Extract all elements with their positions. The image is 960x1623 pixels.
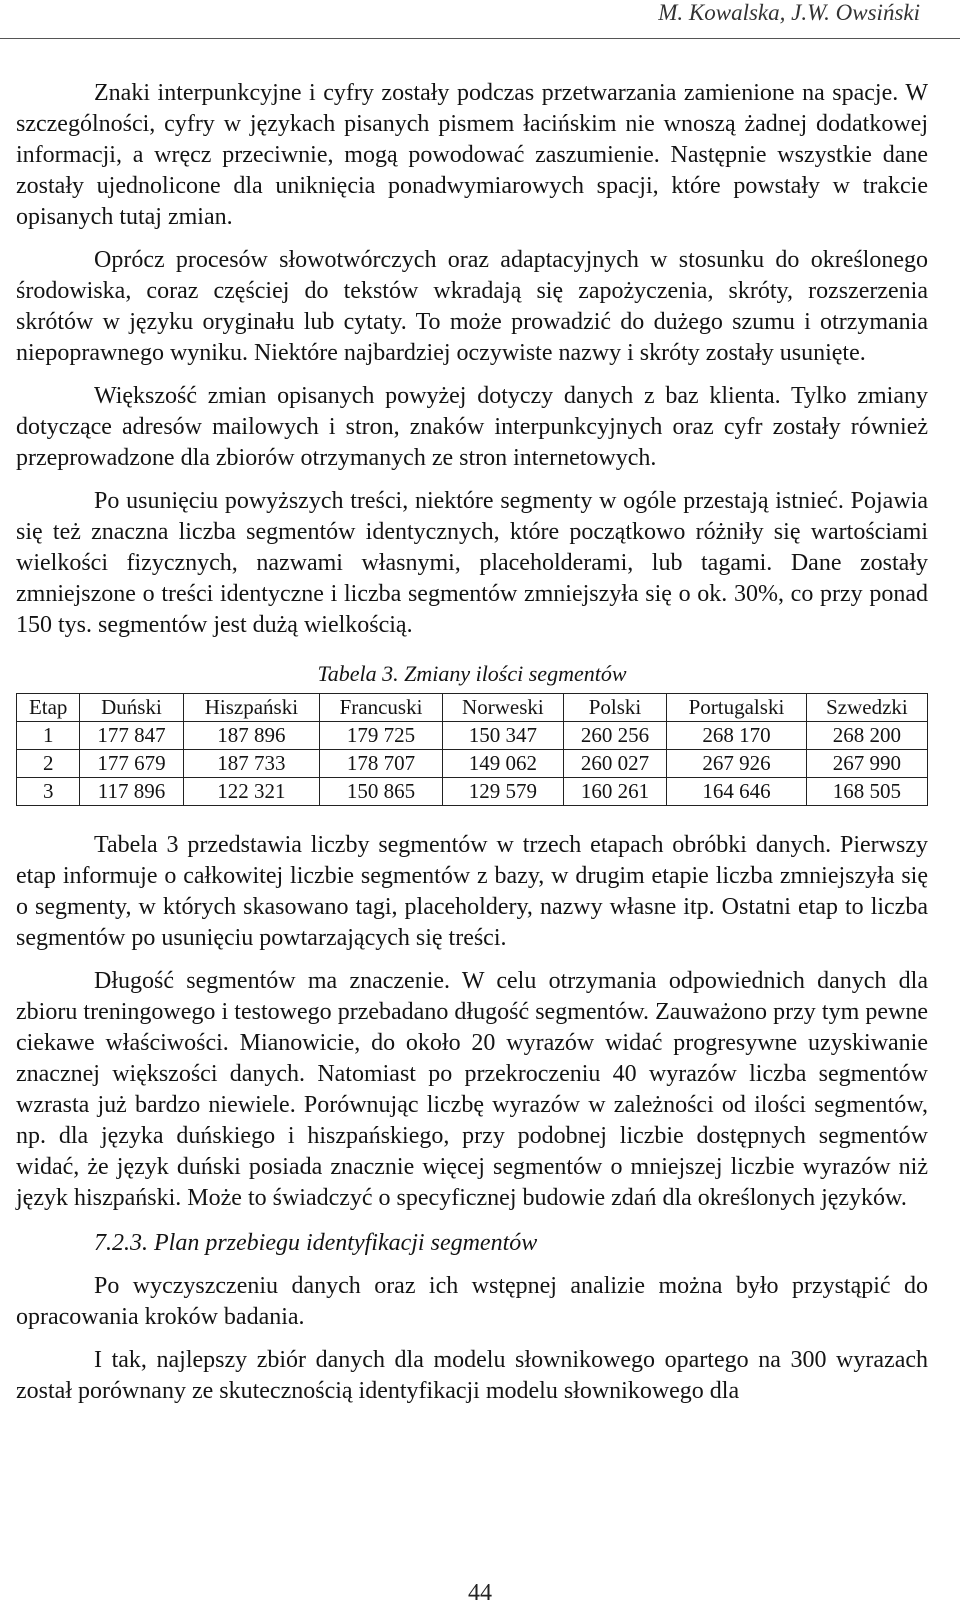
table-cell: 187 733 (183, 750, 320, 778)
body-paragraph: I tak, najlepszy zbiór danych dla modelu słownikowego opartego na 300 wyrazach został porównany ze skutecznością identyfikacji modelu słownikowego dla (16, 1347, 928, 1404)
running-head-authors: M. Kowalska, J.W. Owsiński (658, 0, 920, 25)
table-cell: 122 321 (183, 778, 320, 806)
body-paragraph: Znaki interpunkcyjne i cyfry zostały podczas przetwarzania zamienione na spacje. W szczególności, cyfry w językach pisanych pismem łacińskim nie wnoszą żadnej dodatkowej informacji, a wręcz przeciwnie, mogą powodować zaszumienie. Następnie wszystkie dane zostały ujednolicone dla uniknięcia ponadwymiarowych spacji, które powstały w trakcie opisanych tutaj zmian. (16, 80, 928, 230)
table-header-cell: Polski (563, 694, 666, 722)
table-cell: 117 896 (80, 778, 183, 806)
paragraphs-before-table (16, 78, 928, 641)
section-subheading: 7.2.3. Plan przebiegu identyfikacji segmentów (94, 1230, 538, 1256)
table-cell: 164 646 (667, 778, 807, 806)
table-cell: 260 256 (563, 722, 666, 750)
table-header-row (17, 694, 928, 722)
running-header (0, 0, 960, 39)
body-paragraph: Większość zmian opisanych powyżej dotyczy danych z baz klienta. Tylko zmiany dotyczące adresów mailowych i stron, znaków interpunkcyjnych oraz cyfr zostały również przeprowadzone dla zbiorów otrzymanych ze stron internetowych. (16, 383, 928, 471)
segment-count-table (16, 693, 928, 806)
table-header-cell: Norweski (442, 694, 563, 722)
table-cell: 179 725 (320, 722, 443, 750)
table-cell: 160 261 (563, 778, 666, 806)
table-header-cell: Duński (80, 694, 183, 722)
table-header-cell: Hiszpański (183, 694, 320, 722)
table-cell: 268 200 (806, 722, 927, 750)
table-cell: 149 062 (442, 750, 563, 778)
table-cell: 3 (17, 778, 80, 806)
paragraphs-after-table (16, 830, 928, 1214)
page-number: 44 (468, 1580, 492, 1606)
table-cell: 267 990 (806, 750, 927, 778)
table-row (17, 778, 928, 806)
table-header-cell: Szwedzki (806, 694, 927, 722)
table-cell: 177 679 (80, 750, 183, 778)
table-cell: 150 865 (320, 778, 443, 806)
table-caption: Tabela 3. Zmiany ilości segmentów (317, 661, 627, 686)
table-cell: 168 505 (806, 778, 927, 806)
table-cell: 268 170 (667, 722, 807, 750)
table-row (17, 722, 928, 750)
body-paragraph: Długość segmentów ma znaczenie. W celu otrzymania odpowiednich danych dla zbioru treningowego i testowego przebadano długość segmentów. Zauważono przy tym pewne ciekawe właściwości. Mianowicie, do około 20 wyrazów widać progresywne uzyskiwanie znacznej większości danych. Natomiast po przekroczeniu 40 wyrazów liczba segmentów wzrasta już bardzo niewiele. Porównując liczbę wyrazów w zależności od ilości segmentów, np. dla języka duńskiego i hiszpańskiego, przy podobnej liczbie dostępnych segmentów widać, że język duński posiada znacznie więcej segmentów o mniejszej liczbie wyrazów niż język hiszpański. Może to świadczyć o specyficznej budowie zdań dla określonych języków. (16, 968, 928, 1211)
table-cell: 150 347 (442, 722, 563, 750)
table-cell: 129 579 (442, 778, 563, 806)
table-row (17, 750, 928, 778)
body-paragraph: Tabela 3 przedstawia liczby segmentów w trzech etapach obróbki danych. Pierwszy etap informuje o całkowitej liczbie segmentów z bazy, w drugim etapie liczba zmniejszyła się o segmenty, w których skasowano tagi, placeholdery, nazwy własne itp. Ostatni etap to liczba segmentów po usunięciu powtarzających się treści. (16, 832, 928, 951)
body-paragraph: Po usunięciu powyższych treści, niektóre segmenty w ogóle przestają istnieć. Pojawia się też znaczna liczba segmentów identycznych, które początkowo różniły się wartościami wielkości fizycznych, nazwami własnymi, placeholderami, lub tagami. Dane zostały zmniejszone o treści identyczne i liczba segmentów zmniejszyła się o ok. 30%, co przy ponad 150 tys. segmentów jest dużą wielkością. (16, 488, 928, 638)
page-body (16, 78, 928, 1419)
table-cell: 178 707 (320, 750, 443, 778)
table-cell: 260 027 (563, 750, 666, 778)
table-cell: 1 (17, 722, 80, 750)
body-paragraph: Oprócz procesów słowotwórczych oraz adaptacyjnych w stosunku do określonego środowiska, coraz częściej do tekstów wkradają się zapożyczenia, skróty, rozszerzenia skrótów w języku oryginału lub cytaty. To może prowadzić do dużego szumu i otrzymania niepoprawnego wyniku. Niektóre najbardziej oczywiste nazwy i skróty zostały usunięte. (16, 247, 928, 366)
table-cell: 267 926 (667, 750, 807, 778)
table-body (17, 722, 928, 806)
table-cell: 2 (17, 750, 80, 778)
body-paragraph: Po wyczyszczeniu danych oraz ich wstępnej analizie można było przystąpić do opracowania kroków badania. (16, 1273, 928, 1330)
table-cell: 187 896 (183, 722, 320, 750)
paragraphs-final (16, 1271, 928, 1407)
table-header-cell: Francuski (320, 694, 443, 722)
table-header-cell: Portugalski (667, 694, 807, 722)
table-header-cell: Etap (17, 694, 80, 722)
table-cell: 177 847 (80, 722, 183, 750)
